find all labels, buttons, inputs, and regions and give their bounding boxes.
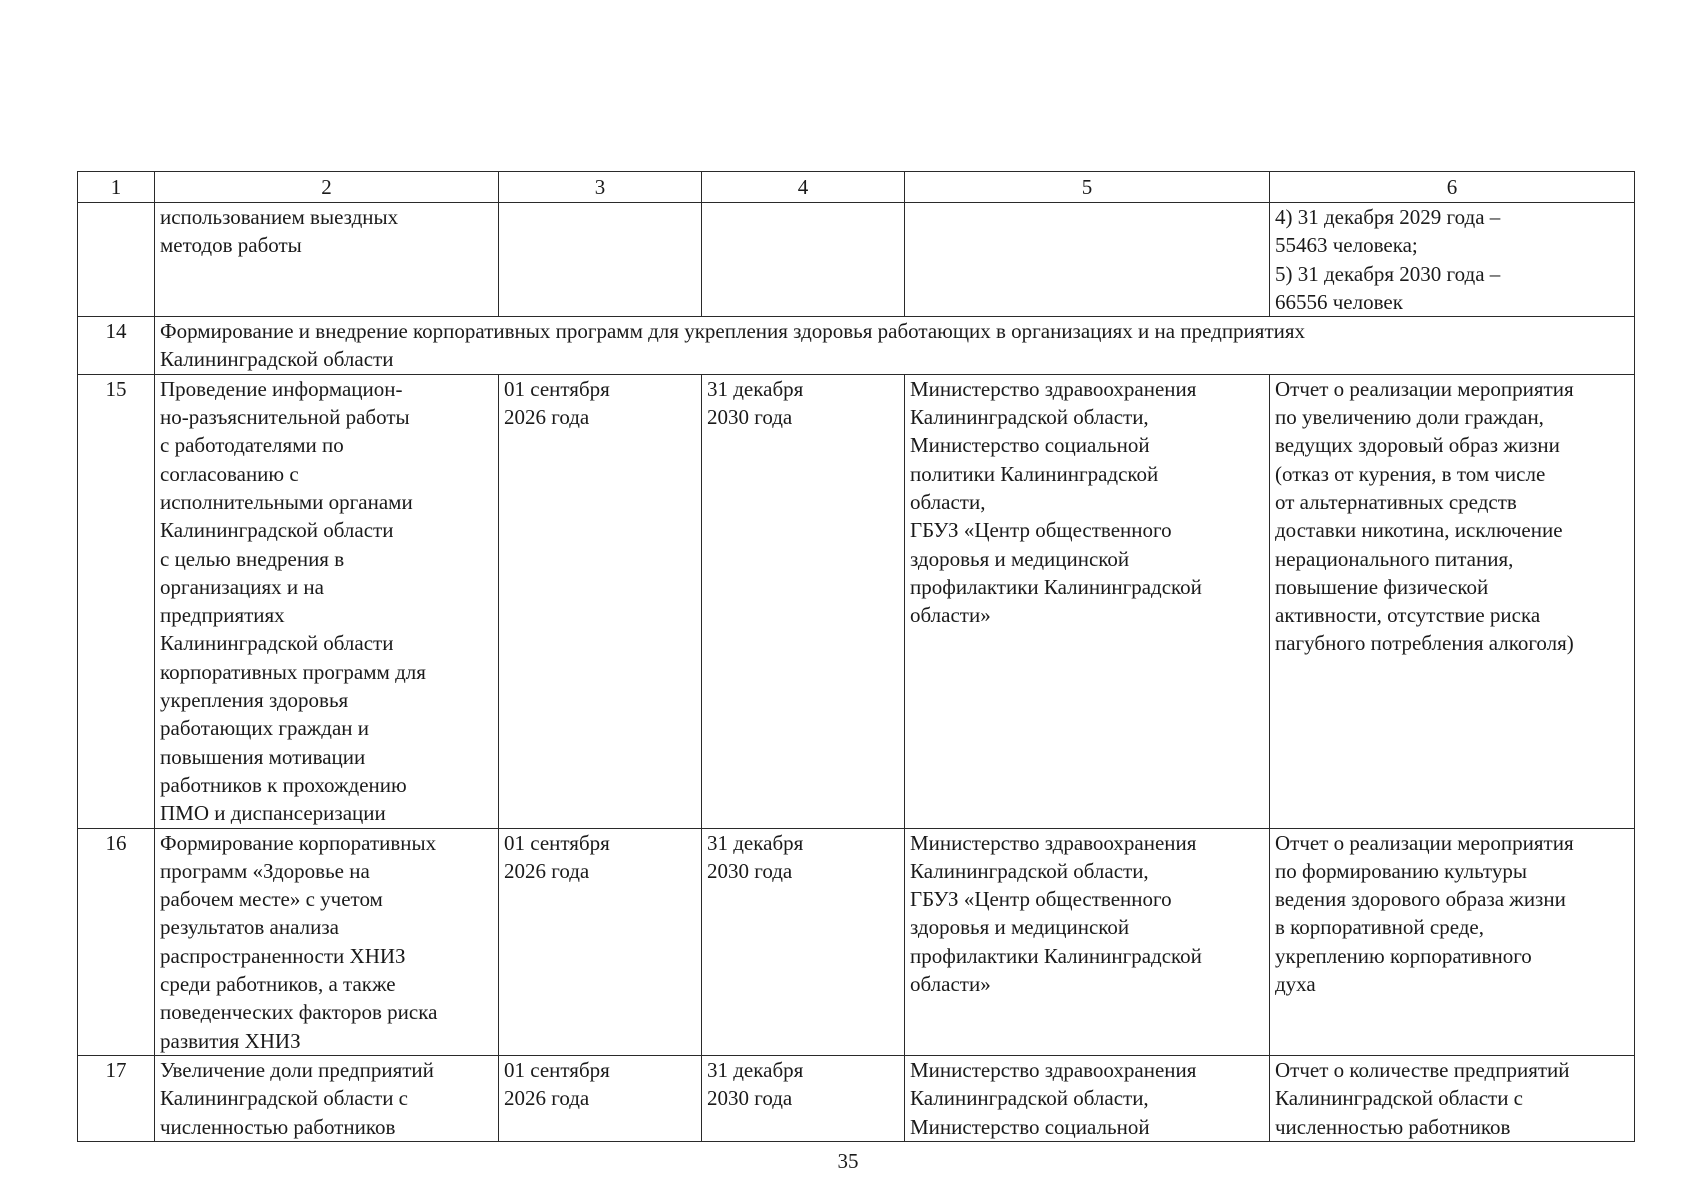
result-cell: Отчет о реализации мероприятия по формированию культуры ведения здорового образа жизни в корпоративной среде, укреплению корпоративного духа bbox=[1270, 828, 1635, 1055]
result-cell: Отчет о количестве предприятий Калининградской области с численностью работников bbox=[1270, 1055, 1635, 1141]
section-title-cell: Формирование и внедрение корпоративных программ для укрепления здоровья работающих в организациях и на предприятиях Калининградской области bbox=[155, 317, 1635, 375]
row-number-cell: 17 bbox=[78, 1055, 155, 1141]
table-header-row bbox=[78, 172, 1635, 203]
table-row bbox=[78, 374, 1635, 828]
activity-plan-table bbox=[77, 171, 1635, 1142]
table-row bbox=[78, 1055, 1635, 1141]
row-number-cell bbox=[78, 203, 155, 317]
end-date-cell: 31 декабря 2030 года bbox=[702, 828, 905, 1055]
header-cell: 6 bbox=[1270, 172, 1635, 203]
end-date-cell bbox=[702, 203, 905, 317]
responsible-cell: Министерство здравоохранения Калининградской области, ГБУЗ «Центр общественного здоровья и медицинской профилактики Калининградской области» bbox=[905, 828, 1270, 1055]
start-date-cell: 01 сентября 2026 года bbox=[499, 1055, 702, 1141]
start-date-cell: 01 сентября 2026 года bbox=[499, 828, 702, 1055]
header-cell: 3 bbox=[499, 172, 702, 203]
start-date-cell: 01 сентября 2026 года bbox=[499, 374, 702, 828]
responsible-cell bbox=[905, 203, 1270, 317]
responsible-cell: Министерство здравоохранения Калининградской области, Министерство социальной политики Калининградской области, ГБУЗ «Центр общественного здоровья и медицинской профилактики Калининградской области» bbox=[905, 374, 1270, 828]
page-number: 35 bbox=[837, 1149, 859, 1173]
row-number-cell: 16 bbox=[78, 828, 155, 1055]
activity-cell: использованием выездных методов работы bbox=[155, 203, 499, 317]
end-date-cell: 31 декабря 2030 года bbox=[702, 374, 905, 828]
result-cell: 4) 31 декабря 2029 года – 55463 человека; 5) 31 декабря 2030 года – 66556 человек bbox=[1270, 203, 1635, 317]
activity-cell: Увеличение доли предприятий Калининградской области с численностью работников bbox=[155, 1055, 499, 1141]
header-cell: 5 bbox=[905, 172, 1270, 203]
end-date-cell: 31 декабря 2030 года bbox=[702, 1055, 905, 1141]
header-cell: 1 bbox=[78, 172, 155, 203]
result-cell: Отчет о реализации мероприятия по увеличению доли граждан, ведущих здоровый образ жизни (отказ от курения, в том числе от альтернативных средств доставки никотина, исключение нерационального питания, повышение физической активности, отсутствие риска пагубного потребления алкоголя) bbox=[1270, 374, 1635, 828]
header-cell: 4 bbox=[702, 172, 905, 203]
table-row bbox=[78, 828, 1635, 1055]
start-date-cell bbox=[499, 203, 702, 317]
activity-cell: Формирование корпоративных программ «Здоровье на рабочем месте» с учетом результатов анализа распространенности ХНИЗ среди работников, а также поведенческих факторов риска развития ХНИЗ bbox=[155, 828, 499, 1055]
activity-cell: Проведение информацион- но-разъяснительной работы с работодателями по согласованию с исполнительными органами Калининградской области с целью внедрения в организациях и на предприятиях Калининградской области корпоративных программ для укрепления здоровья работающих граждан и повышения мотивации работников к прохождению ПМО и диспансеризации bbox=[155, 374, 499, 828]
row-number-cell: 15 bbox=[78, 374, 155, 828]
header-cell: 2 bbox=[155, 172, 499, 203]
responsible-cell: Министерство здравоохранения Калининградской области, Министерство социальной bbox=[905, 1055, 1270, 1141]
table-row bbox=[78, 203, 1635, 317]
row-number-cell: 14 bbox=[78, 317, 155, 375]
section-row bbox=[78, 317, 1635, 375]
